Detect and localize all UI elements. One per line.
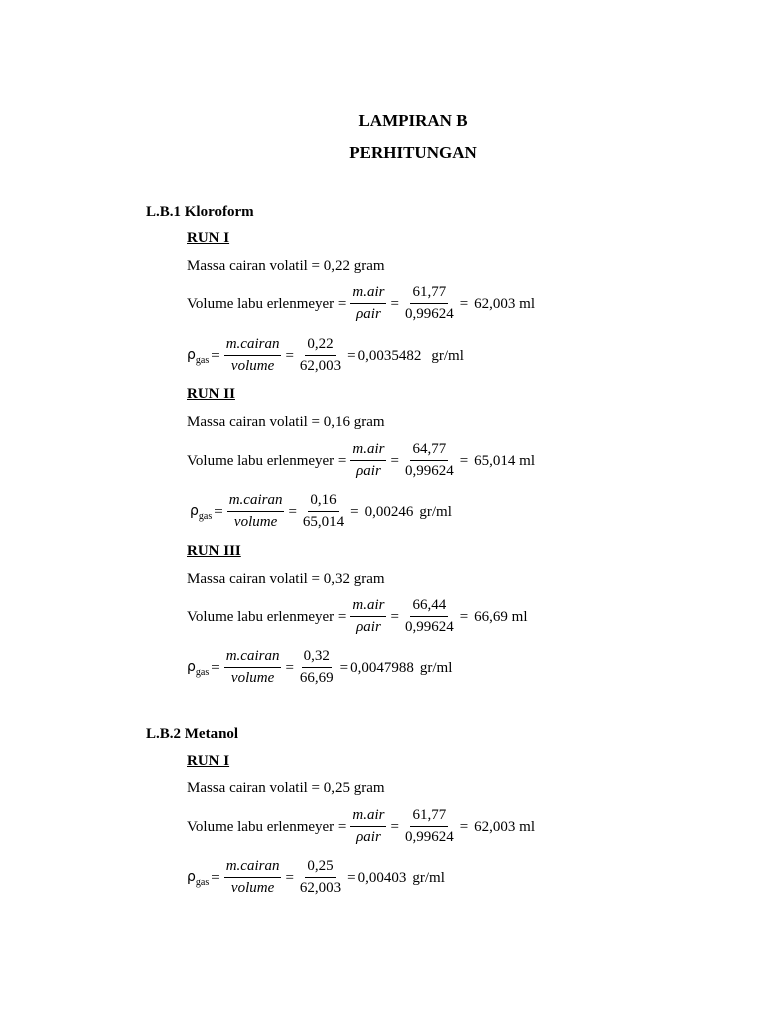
fraction-denominator: 65,014 bbox=[302, 514, 345, 530]
fraction-denominator: 66,69 bbox=[299, 670, 334, 686]
density-unit: gr/ml bbox=[412, 869, 445, 886]
density-result: 0,0047988 bbox=[350, 659, 414, 676]
fraction-denominator: ρair bbox=[356, 619, 381, 635]
density-equation: $\rho_{gas}$ = $\frac{\text{m.cairan}}{\text{volume}}$ = $\frac{0,22}{62,003}$ = 0,0035482 gr/ml bbox=[187, 336, 464, 374]
volume-label: Volume labu erlenmeyer = bbox=[187, 608, 347, 625]
section-heading-kloroform: L.B.1 Kloroform bbox=[146, 204, 254, 220]
rho-symbol: $\rho_{gas}$ bbox=[187, 868, 210, 888]
run-label: RUN I bbox=[187, 753, 230, 769]
fraction-denominator: 0,99624 bbox=[404, 306, 454, 322]
density-value-fraction bbox=[298, 648, 336, 687]
volume-value-fraction bbox=[403, 284, 456, 323]
mass-text: Massa cairan volatil = 0,16 gram bbox=[187, 414, 385, 430]
fraction-denominator: 62,003 bbox=[299, 880, 342, 896]
page-title: LAMPIRAN B bbox=[358, 111, 468, 130]
density-result: 0,0035482 bbox=[357, 347, 422, 364]
volume-label: Volume labu erlenmeyer = bbox=[187, 295, 347, 312]
volume-symbolic-fraction bbox=[350, 284, 386, 323]
fraction-numerator: 0,25 bbox=[305, 858, 335, 878]
volume-symbolic-fraction bbox=[350, 597, 386, 636]
fraction-numerator: 64,77 bbox=[410, 441, 448, 461]
fraction-denominator: 0,99624 bbox=[404, 829, 454, 845]
fraction-denominator: 62,003 bbox=[299, 358, 342, 374]
fraction-denominator: ρair bbox=[356, 829, 381, 845]
fraction-numerator: m.air bbox=[350, 441, 386, 461]
density-unit: gr/ml bbox=[419, 503, 452, 520]
density-value-fraction bbox=[298, 858, 343, 897]
fraction-denominator: 0,99624 bbox=[404, 463, 454, 479]
density-value-fraction bbox=[301, 492, 346, 531]
fraction-numerator: m.air bbox=[350, 597, 386, 617]
density-equation: $\rho_{gas}$ = $\frac{\text{m.cairan}}{\text{volume}}$ = $\frac{0,16}{65,014}$ = 0,00246 gr/ml bbox=[190, 492, 452, 530]
fraction-denominator: volume bbox=[230, 358, 275, 374]
volume-symbolic-fraction bbox=[350, 807, 386, 846]
run-label: RUN I bbox=[187, 230, 230, 246]
volume-label: Volume labu erlenmeyer = bbox=[187, 452, 347, 469]
fraction-numerator: m.air bbox=[350, 807, 386, 827]
fraction-denominator: volume bbox=[230, 880, 275, 896]
mass-text: Massa cairan volatil = 0,25 gram bbox=[187, 780, 385, 796]
volume-result: 62,003 ml bbox=[474, 295, 536, 312]
density-symbolic-fraction bbox=[224, 648, 282, 687]
volume-symbolic-fraction bbox=[350, 441, 386, 480]
fraction-denominator: volume bbox=[230, 670, 275, 686]
fraction-denominator: ρair bbox=[356, 306, 381, 322]
density-unit: gr/ml bbox=[431, 347, 464, 364]
page-subtitle: PERHITUNGAN bbox=[349, 143, 477, 162]
density-symbolic-fraction bbox=[224, 336, 282, 375]
fraction-numerator: m.cairan bbox=[224, 336, 282, 356]
density-symbolic-fraction bbox=[224, 858, 282, 897]
volume-value-fraction bbox=[403, 441, 456, 480]
run-label: RUN III bbox=[187, 543, 241, 559]
volume-equation: Volume labu erlenmeyer = $\frac{\text{m.air}}{\text{ρair}}$ = $\frac{64,77}{0,99624}$ = 65,014 ml bbox=[187, 441, 536, 479]
fraction-numerator: 66,44 bbox=[410, 597, 448, 617]
volume-value-fraction bbox=[403, 597, 456, 636]
density-value-fraction bbox=[298, 336, 343, 375]
density-result: 0,00246 bbox=[364, 503, 414, 520]
rho-symbol: $\rho_{gas}$ bbox=[187, 658, 210, 678]
density-unit: gr/ml bbox=[419, 659, 453, 676]
density-equation: $\rho_{gas}$ = $\frac{\text{m.cairan}}{\text{volume}}$ = $\frac{0,25}{62,003}$ = 0,00403 gr/ml bbox=[187, 858, 445, 896]
volume-result: 66,69 ml bbox=[474, 608, 528, 625]
equals-sign: = bbox=[459, 295, 469, 312]
volume-result: 62,003 ml bbox=[474, 818, 536, 835]
volume-result: 65,014 ml bbox=[474, 452, 536, 469]
volume-equation: Volume labu erlenmeyer = $\frac{\text{m.air}}{\text{ρair}}$ = $\frac{66,44}{0,99624}$ = 66,69 ml bbox=[187, 597, 528, 635]
run-label: RUN II bbox=[187, 386, 235, 402]
fraction-numerator: 61,77 bbox=[410, 807, 448, 827]
fraction-numerator: 0,32 bbox=[302, 648, 332, 668]
fraction-numerator: m.cairan bbox=[224, 648, 282, 668]
fraction-numerator: m.cairan bbox=[224, 858, 282, 878]
density-result: 0,00403 bbox=[357, 869, 407, 886]
volume-equation bbox=[187, 284, 535, 323]
fraction-numerator: m.cairan bbox=[227, 492, 285, 512]
mass-text: Massa cairan volatil = 0,22 gram bbox=[187, 258, 385, 274]
volume-label: Volume labu erlenmeyer = bbox=[187, 818, 347, 835]
fraction-numerator: 0,22 bbox=[305, 336, 335, 356]
fraction-numerator: 61,77 bbox=[410, 284, 448, 304]
density-equation: $\rho_{gas}$ = $\frac{\text{m.cairan}}{\text{volume}}$ = $\frac{0,32}{66,69}$ = 0,0047988 gr/ml bbox=[187, 648, 453, 686]
fraction-numerator: m.air bbox=[350, 284, 386, 304]
density-symbolic-fraction bbox=[227, 492, 285, 531]
volume-value-fraction bbox=[403, 807, 456, 846]
fraction-denominator: volume bbox=[233, 514, 278, 530]
rho-symbol: $\rho_{gas}$ bbox=[187, 346, 210, 366]
mass-text: Massa cairan volatil = 0,32 gram bbox=[187, 571, 385, 587]
section-heading-metanol: L.B.2 Metanol bbox=[146, 726, 239, 742]
equals-sign: = bbox=[390, 295, 399, 312]
fraction-numerator: 0,16 bbox=[308, 492, 338, 512]
fraction-denominator: ρair bbox=[356, 463, 381, 479]
rho-symbol: $\rho_{gas}$ bbox=[190, 502, 213, 522]
volume-equation: Volume labu erlenmeyer = $\frac{\text{m.air}}{\text{ρair}}$ = $\frac{61,77}{0,99624}$ = 62,003 ml bbox=[187, 807, 536, 845]
fraction-denominator: 0,99624 bbox=[404, 619, 454, 635]
